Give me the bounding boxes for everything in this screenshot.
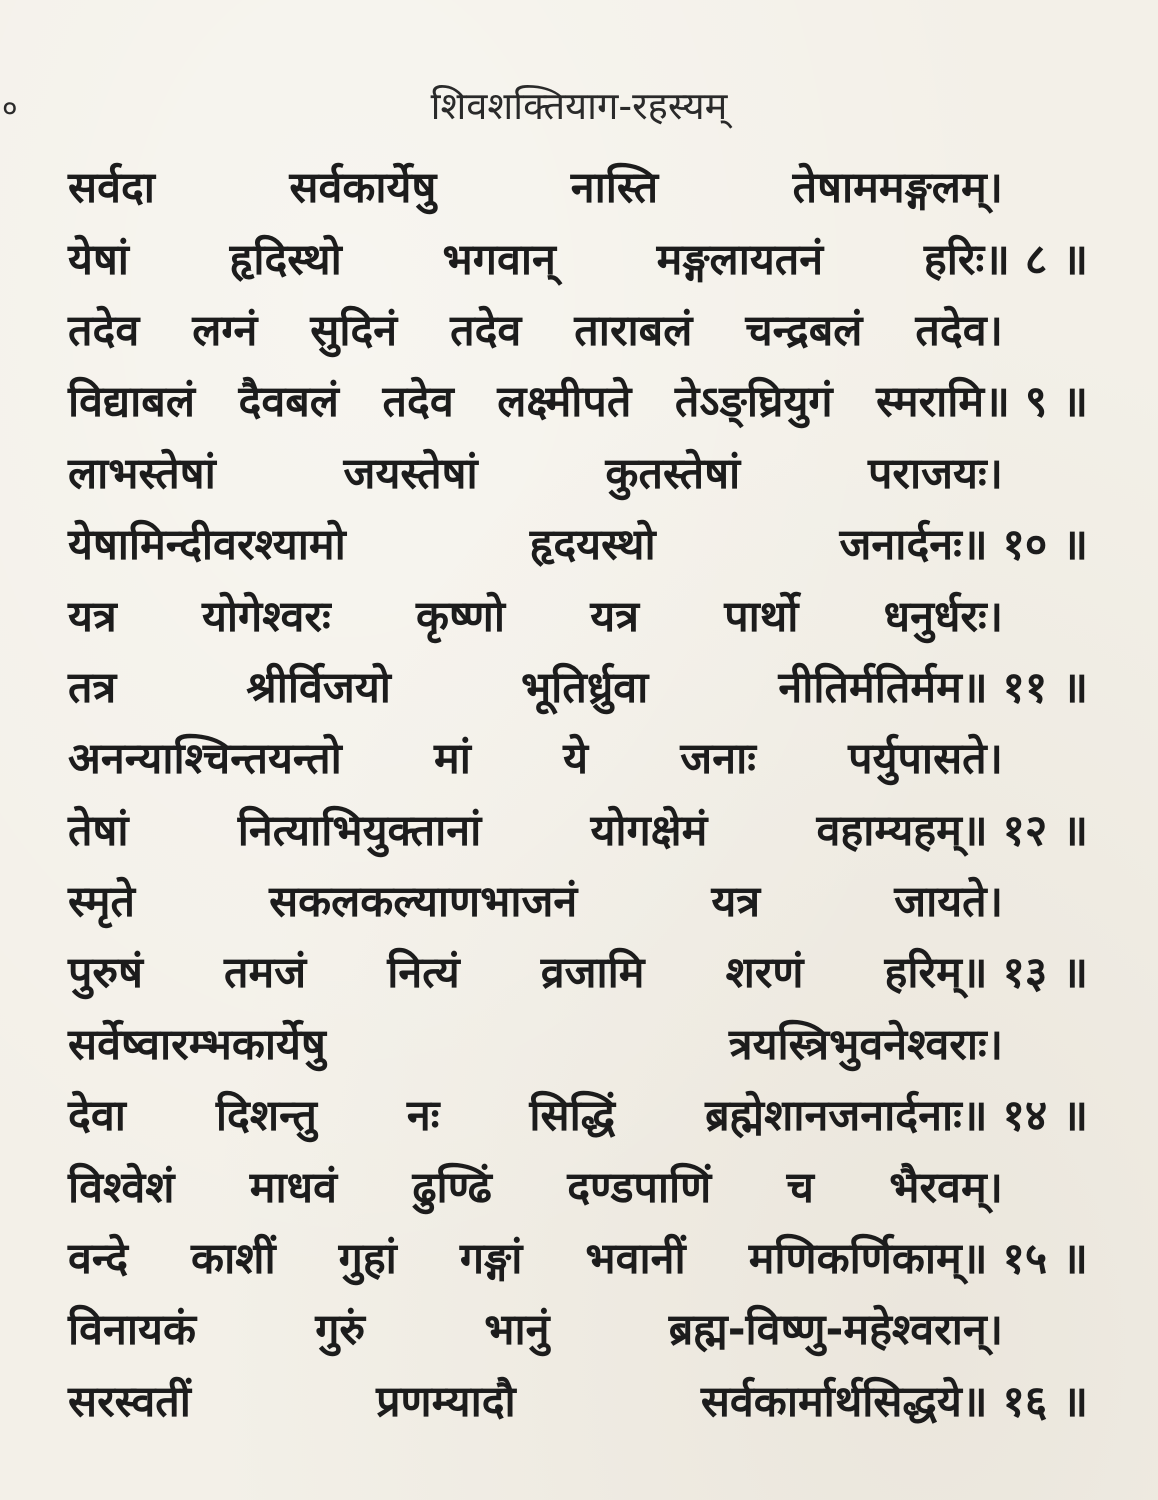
verse-word: कृष्णो xyxy=(415,591,506,642)
verse-word: ताराबलं xyxy=(574,305,693,356)
verse-word: भूतिर्ध्रुवा xyxy=(520,662,649,713)
verse-word: सर्वदा xyxy=(68,163,155,214)
verse-word: हृदिस्थो xyxy=(229,234,342,285)
verse-line xyxy=(68,150,1003,221)
verse-word: धनुर्धरः। xyxy=(883,591,1003,642)
verse-word: भैरवम्। xyxy=(889,1162,1003,1213)
verse-word: दिशन्तु xyxy=(215,1091,317,1142)
verse-line xyxy=(68,578,1003,649)
verse-word: योगक्षेमं xyxy=(590,805,708,856)
verse-word: नित्याभियुक्तानां xyxy=(237,805,482,856)
verse-word: हृदयस्थो xyxy=(529,520,656,571)
verse-word: तमजं xyxy=(224,948,307,999)
verse-word: वन्दे xyxy=(68,1234,129,1285)
verse-word: शरणं xyxy=(725,948,804,999)
verse-word: भानुं xyxy=(484,1305,550,1356)
verse-word: भगवान् xyxy=(442,234,556,285)
verse-word: जनाः xyxy=(680,734,756,785)
verse-line xyxy=(68,1221,1088,1292)
verse-word-with-number: सर्वकार्मार्थसिद्धये॥ १६ ॥ xyxy=(700,1376,1088,1427)
verse-word: अनन्याश्चिन्तयन्तो xyxy=(68,734,342,785)
verse-word: जयस्तेषां xyxy=(343,448,478,499)
verse-word: पुरुषं xyxy=(68,948,143,999)
verse-word-with-number: हरिम्॥ १३ ॥ xyxy=(884,948,1088,999)
verse-word: पराजयः। xyxy=(867,448,1003,499)
verse-line xyxy=(68,864,1003,935)
verse-word: श्रीर्विजयो xyxy=(246,662,391,713)
verse-word: विद्याबलं xyxy=(68,377,195,428)
verse-word: तेषां xyxy=(68,805,129,856)
verse-word: तेषाममङ्गलम्। xyxy=(792,163,1003,214)
verse-word: यत्र xyxy=(590,591,639,642)
verse-word-with-number: मणिकर्णिकाम्॥ १५ ॥ xyxy=(748,1234,1088,1285)
verse-word-with-number: वहाम्यहम्॥ १२ ॥ xyxy=(816,805,1088,856)
verse-word: गुरुं xyxy=(315,1305,366,1356)
verse-word: लक्ष्मीपते xyxy=(497,377,632,428)
verse-line xyxy=(68,1007,1003,1078)
verse-word: विनायकं xyxy=(68,1305,197,1356)
verse-word-with-number: नीतिर्मतिर्मम॥ ११ ॥ xyxy=(778,662,1088,713)
verse-line xyxy=(68,293,1003,364)
verse-word: तेऽङ्घ्रियुगं xyxy=(674,377,833,428)
verse-word: ढुण्ढिं xyxy=(412,1162,492,1213)
verse-line xyxy=(68,721,1003,792)
verse-line xyxy=(68,793,1088,864)
verse-word: दण्डपाणिं xyxy=(567,1162,712,1213)
verse-word: व्रजामि xyxy=(540,948,645,999)
verse-word: यत्र xyxy=(68,591,117,642)
verse-word: तदेव xyxy=(450,305,522,356)
verse-word: विश्वेशं xyxy=(68,1162,175,1213)
running-head-title: शिवशक्तियाग-रहस्यम् xyxy=(430,84,728,128)
verse-word: लग्नं xyxy=(192,305,258,356)
verse-word: पार्थो xyxy=(724,591,799,642)
verse-word: सकलकल्याणभाजनं xyxy=(269,877,578,928)
verse-word: सिद्धिं xyxy=(529,1091,616,1142)
verse-word: च xyxy=(786,1162,814,1213)
verse-word: सरस्वतीं xyxy=(68,1376,191,1427)
verse-word: लाभस्तेषां xyxy=(68,448,216,499)
verse-word: गङ्गां xyxy=(459,1234,523,1285)
verse-word: दैवबलं xyxy=(238,377,339,428)
verse-word: ये xyxy=(563,734,589,785)
verse-word-with-number: हरिः॥ ८ ॥ xyxy=(923,234,1088,285)
verse-line xyxy=(68,935,1088,1006)
verse-line xyxy=(68,1078,1088,1149)
verse-line xyxy=(68,1364,1088,1435)
verse-word: माधवं xyxy=(249,1162,338,1213)
verse-word: देवा xyxy=(68,1091,126,1142)
verse-line xyxy=(68,507,1088,578)
verse-word-with-number: ब्रह्मेशानजनार्दनाः॥ १४ ॥ xyxy=(705,1091,1088,1142)
verse-word: तदेव xyxy=(68,305,140,356)
verse-word: तदेव xyxy=(382,377,454,428)
verse-word: स्मृते xyxy=(68,877,135,928)
verse-word: सर्वकार्येषु xyxy=(289,163,437,214)
verse-word: ब्रह्म-विष्णु-महेश्वरान्। xyxy=(668,1305,1003,1356)
verse-word: सर्वेष्वारम्भकार्येषु xyxy=(68,1019,326,1070)
verse-word: मङ्गलायतनं xyxy=(656,234,824,285)
verse-word: तत्र xyxy=(68,662,117,713)
verse-word: येषां xyxy=(68,234,129,285)
verse-word: नः xyxy=(406,1091,440,1142)
verse-word: नित्यं xyxy=(387,948,460,999)
verse-word: येषामिन्दीवरश्यामो xyxy=(68,520,346,571)
verse-word: चन्द्रबलं xyxy=(745,305,863,356)
verse-word: काशीं xyxy=(191,1234,276,1285)
verse-word: प्रणम्यादौ xyxy=(376,1376,516,1427)
verse-word: भवानीं xyxy=(585,1234,686,1285)
verse-line xyxy=(68,436,1003,507)
verse-word: कुतस्तेषां xyxy=(605,448,741,499)
verse-word: योगेश्वरः xyxy=(201,591,331,642)
page-number: ० xyxy=(2,91,18,126)
verse-word: गुहां xyxy=(338,1234,397,1285)
verse-word: जायते। xyxy=(894,877,1003,928)
verse-word: नास्ति xyxy=(570,163,659,214)
verse-line xyxy=(68,221,1088,292)
verse-line xyxy=(68,1149,1003,1220)
verse-word: तदेव। xyxy=(915,305,1003,356)
verse-block xyxy=(68,150,1088,1435)
verse-line xyxy=(68,1292,1003,1363)
verse-word-with-number: स्मरामि॥ ९ ॥ xyxy=(876,377,1088,428)
verse-word: पर्युपासते। xyxy=(848,734,1003,785)
verse-word-with-number: जनार्दनः॥ १० ॥ xyxy=(839,520,1088,571)
verse-line xyxy=(68,364,1088,435)
verse-word: सुदिनं xyxy=(310,305,398,356)
verse-word: त्रयस्त्रिभुवनेश्वराः। xyxy=(728,1019,1003,1070)
verse-line xyxy=(68,650,1088,721)
verse-word: मां xyxy=(434,734,471,785)
verse-word: यत्र xyxy=(711,877,761,928)
